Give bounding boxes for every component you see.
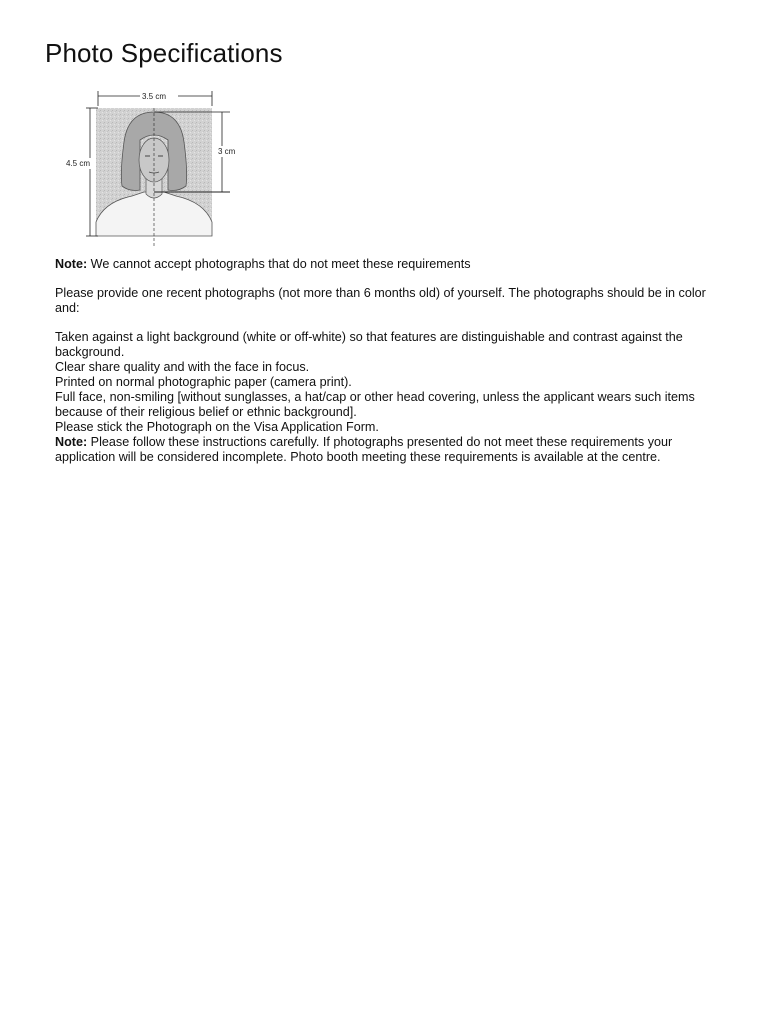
height-label: 4.5 cm xyxy=(66,159,91,168)
requirement-item: Taken against a light background (white or off-white) so that features are distinguishable and contrast against the background. xyxy=(55,330,683,359)
photo-specification-diagram xyxy=(60,86,260,246)
requirement-item: Printed on normal photographic paper (camera print). xyxy=(55,375,352,389)
note-label: Note: xyxy=(55,435,88,449)
note-instructions xyxy=(55,435,715,465)
requirement-item: Full face, non-smiling [without sunglasses, a hat/cap or other head covering, unless the applicant wears such items because of their religious belief or ethnic background]. xyxy=(55,390,695,419)
requirement-item: Please stick the Photograph on the Visa Application Form. xyxy=(55,420,379,434)
face-height-label: 3 cm xyxy=(218,147,236,156)
requirement-item: Clear share quality and with the face in focus. xyxy=(55,360,310,374)
note-requirements xyxy=(55,257,715,272)
page-title: Photo Specifications xyxy=(45,38,283,68)
note-text: Please follow these instructions carefully. If photographs presented do not meet these requirements your application will be considered incomplete. Photo booth meeting these requirements is available at the centre. xyxy=(55,435,673,464)
note-label: Note: xyxy=(55,257,88,271)
note-text: We cannot accept photographs that do not meet these requirements xyxy=(87,257,471,271)
passport-photo-illustration xyxy=(60,86,260,246)
intro-paragraph: Please provide one recent photographs (not more than 6 months old) of yourself. The photographs should be in color and: xyxy=(55,286,706,315)
width-label: 3.5 cm xyxy=(142,92,167,101)
instructions-text xyxy=(55,257,715,465)
